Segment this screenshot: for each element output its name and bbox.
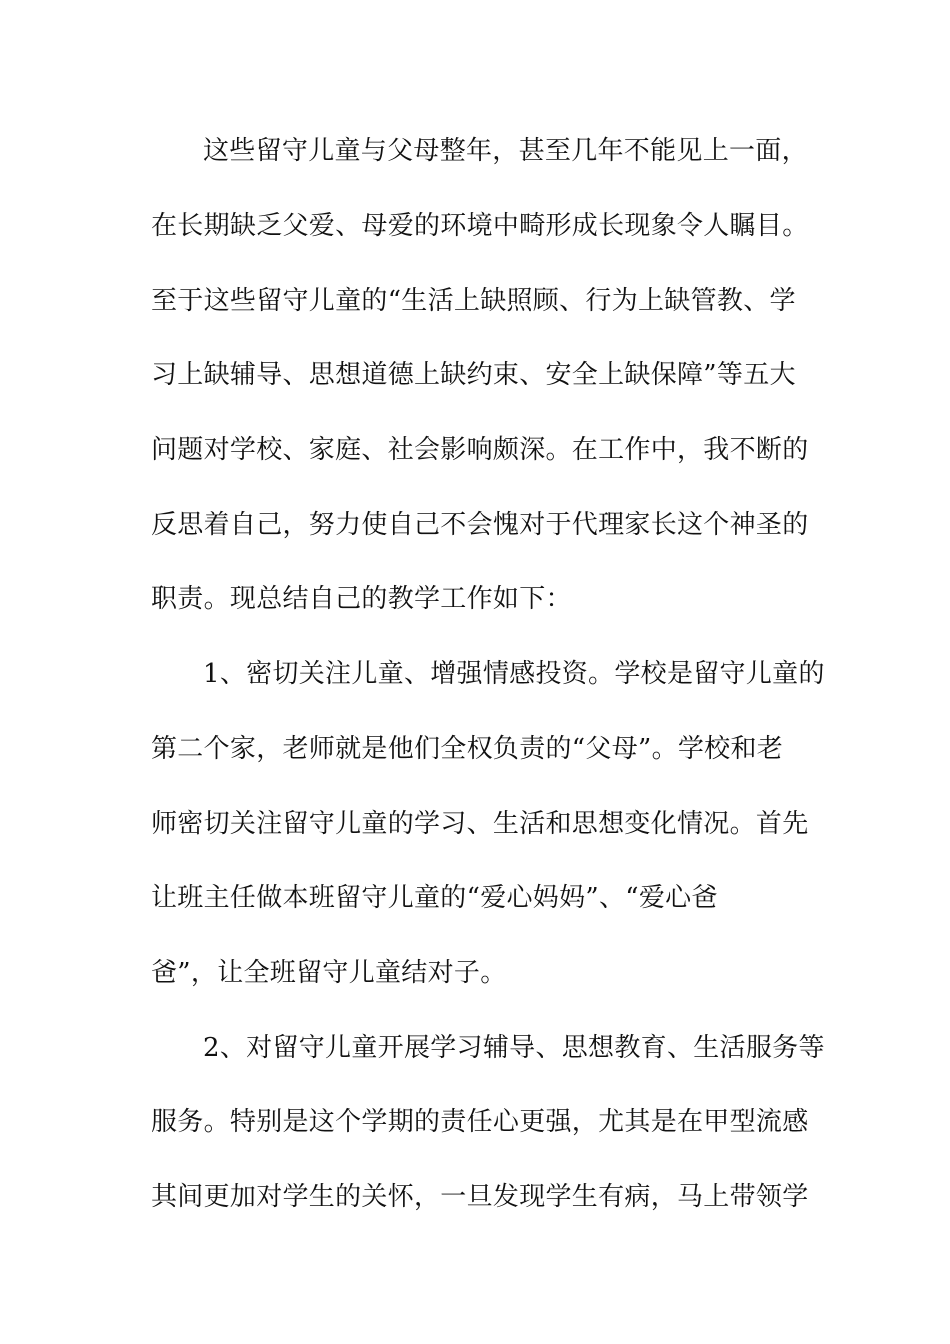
paragraph-3-line-3: 其间更加对学生的关怀，一旦发现学生有病，马上带领学 <box>151 1182 809 1212</box>
paragraph-2-line-1: 1、密切关注儿童、增强情感投资。学校是留守儿童的 <box>203 659 825 689</box>
paragraph-2-line-3: 师密切关注留守儿童的学习、生活和思想变化情况。首先 <box>151 809 809 839</box>
paragraph-1-line-1: 这些留守儿童与父母整年，甚至几年不能见上一面， <box>203 136 808 166</box>
paragraph-2-line-5: 爸”，让全班留守儿童结对子。 <box>151 958 507 988</box>
paragraph-1-line-4: 习上缺辅导、思想道德上缺约束、安全上缺保障”等五大 <box>151 360 796 390</box>
paragraph-1-line-3: 至于这些留守儿童的“生活上缺照顾、行为上缺管教、学 <box>151 286 796 316</box>
paragraph-3-line-2: 服务。特别是这个学期的责任心更强，尤其是在甲型流感 <box>151 1107 809 1137</box>
paragraph-3-line-1: 2、对留守儿童开展学习辅导、思想教育、生活服务等 <box>203 1033 825 1063</box>
paragraph-2-line-4: 让班主任做本班留守儿童的“爱心妈妈”、“爱心爸 <box>151 883 718 913</box>
paragraph-1-line-2: 在长期缺乏父爱、母爱的环境中畸形成长现象令人瞩目。 <box>151 211 809 241</box>
paragraph-1-line-6: 反思着自己，努力使自己不会愧对于代理家长这个神圣的 <box>151 510 809 540</box>
paragraph-2-line-2: 第二个家，老师就是他们全权负责的“父母”。学校和老 <box>151 734 784 764</box>
paragraph-1-line-5: 问题对学校、家庭、社会影响颇深。在工作中，我不断的 <box>151 435 809 465</box>
paragraph-1-line-7: 职责。现总结自己的教学工作如下： <box>151 584 572 614</box>
